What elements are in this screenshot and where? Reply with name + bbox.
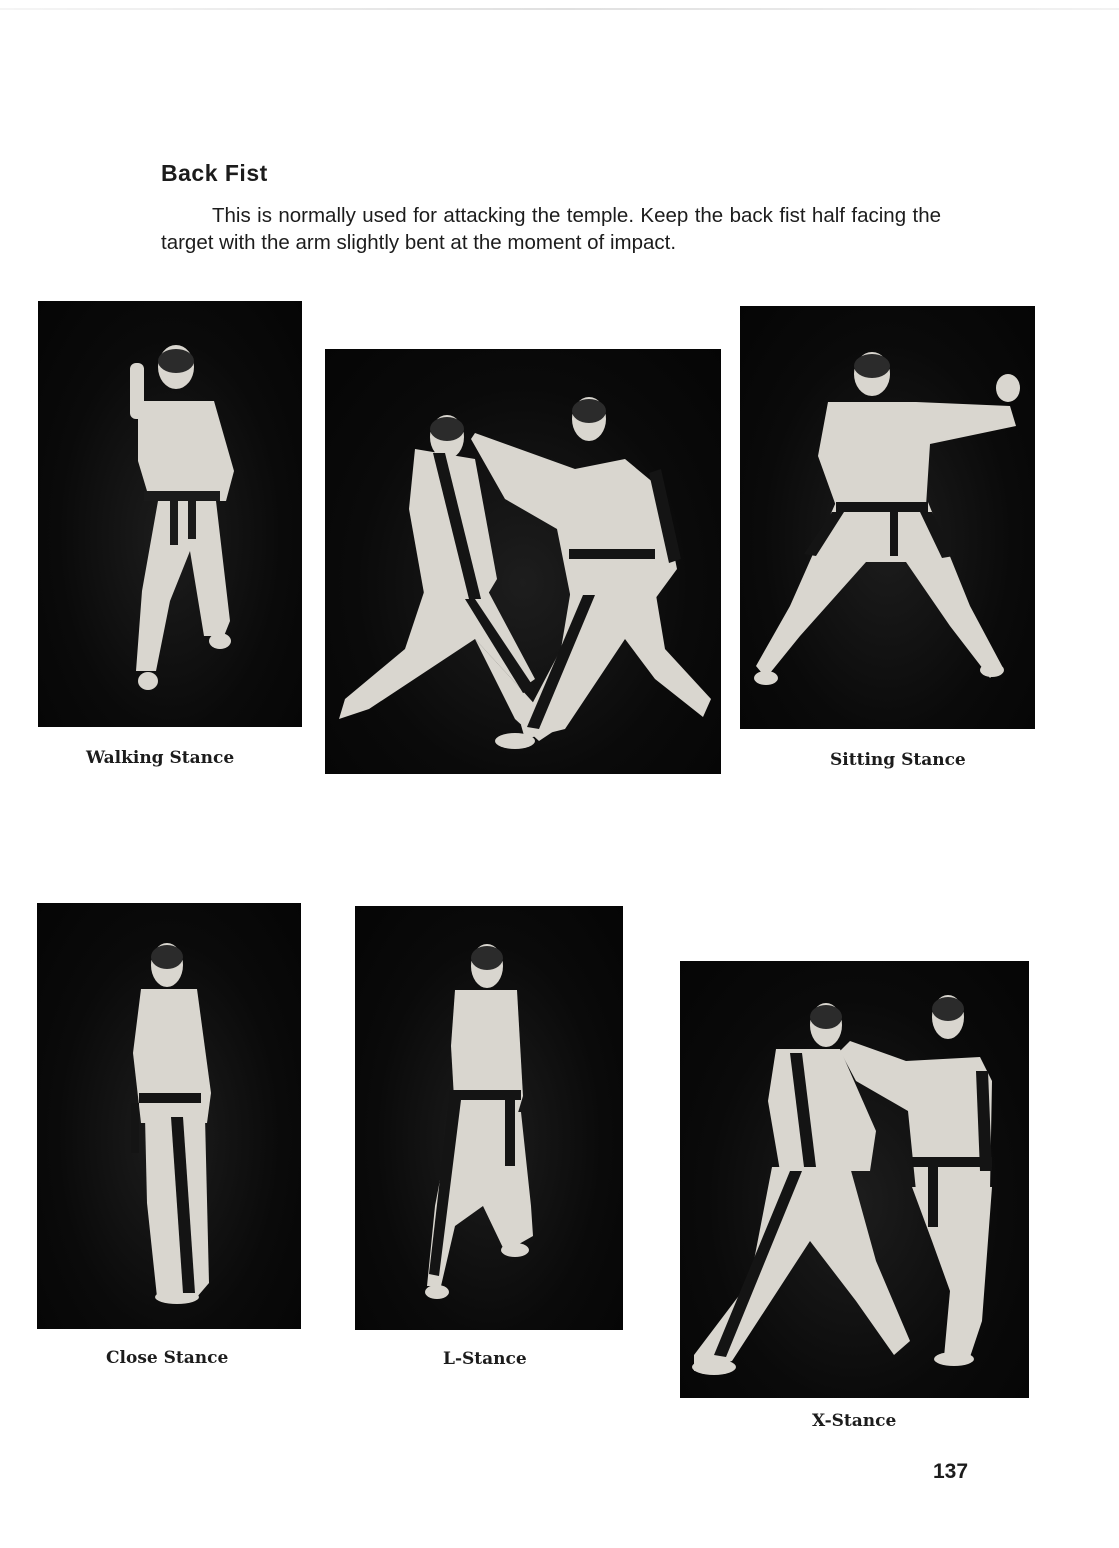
section-paragraph: This is normally used for attacking the temple. Keep the back fist half facing the target with the arm slightly bent at the moment of impact. xyxy=(161,204,941,254)
caption-x-stance: X-Stance xyxy=(812,1411,897,1431)
caption-close-stance: Close Stance xyxy=(106,1348,229,1368)
scan-edge-line xyxy=(0,8,1119,10)
photo-back-fist-pair xyxy=(325,349,721,774)
page-number: 137 xyxy=(933,1460,969,1483)
photo-l-stance xyxy=(355,906,623,1330)
figure-back-fist-pair xyxy=(325,349,721,774)
photo-walking-stance xyxy=(38,301,302,727)
caption-walking-stance: Walking Stance xyxy=(86,748,235,768)
caption-l-stance: L-Stance xyxy=(443,1349,527,1369)
figure-l-stance xyxy=(355,906,623,1330)
figure-sitting-stance xyxy=(740,306,1035,729)
caption-sitting-stance: Sitting Stance xyxy=(830,750,966,770)
photo-close-stance xyxy=(37,903,301,1329)
photo-x-stance xyxy=(680,961,1029,1398)
figure-close-stance xyxy=(37,903,301,1329)
figure-x-stance xyxy=(680,961,1029,1398)
photo-sitting-stance xyxy=(740,306,1035,729)
section-heading: Back Fist xyxy=(161,160,268,186)
figure-walking-stance xyxy=(38,301,302,727)
